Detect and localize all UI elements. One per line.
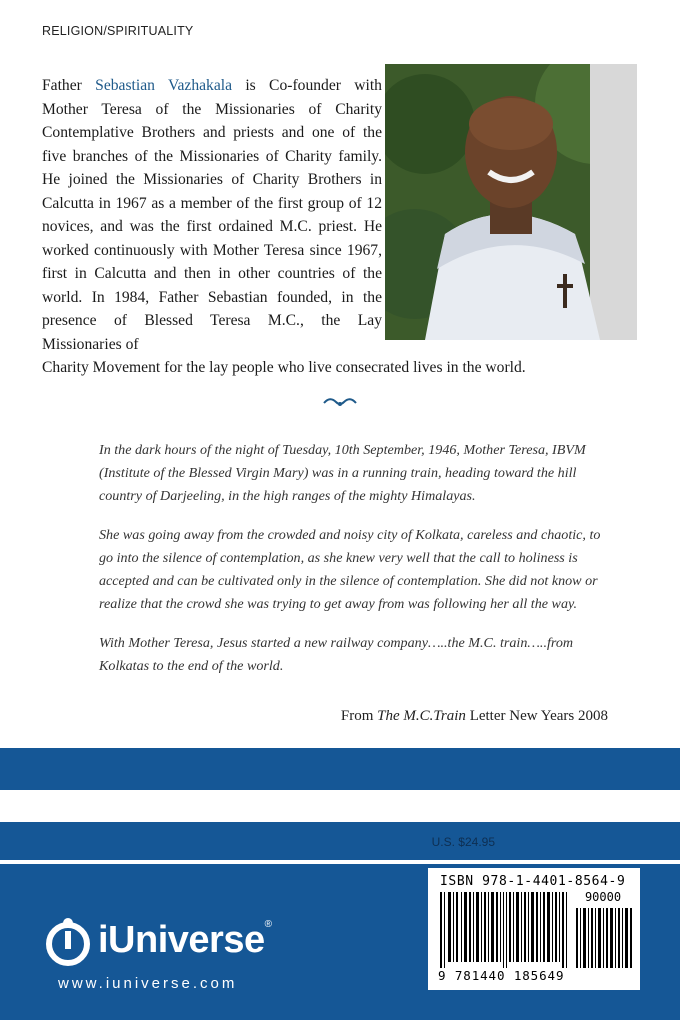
author-bio-wrapped <box>42 74 382 356</box>
excerpt-paragraph: With Mother Teresa, Jesus started a new railway company…..the M.C. train…..from Kolkatas to the end of the world. <box>99 635 574 674</box>
isbn-number: ISBN 978-1-4401-8564-9 <box>440 874 626 889</box>
iuniverse-mark-icon <box>44 914 92 966</box>
publisher-name <box>98 919 271 962</box>
book-excerpt <box>99 439 605 694</box>
attribution-title: The M.C.Train <box>377 708 466 724</box>
excerpt-paragraph: She was going away from the crowded and noisy city of Kolkata, careless and chaotic, to go into the silence of contemplation, as she knew very well that the call to holiness is accepted and can be cultivated only in the silence of contemplation. She did not know or realize that the crowd she was trying to get away from was following her all the way. <box>99 527 601 612</box>
barcode-digits: 9 781440 185649 <box>438 968 565 983</box>
barcode-addon: 90000 <box>584 890 622 904</box>
publisher-website: www.iuniverse.com <box>58 975 238 992</box>
attribution-suffix: Letter New Years 2008 <box>465 708 608 724</box>
attribution-prefix: From <box>340 708 378 724</box>
bio-last-line: Charity Movement for the lay people who live consecrated lives in the world. <box>42 359 526 376</box>
isbn-barcode <box>428 868 640 990</box>
excerpt-attribution <box>341 708 608 725</box>
excerpt-paragraph: In the dark hours of the night of Tuesday, 10th September, 1946, Mother Teresa, IBVM (Institute of the Blessed Virgin Mary) was in a running train, heading toward the hill country of Darjeeling, in the high ranges of the mighty Himalayas. <box>99 442 586 504</box>
author-bio <box>42 74 638 380</box>
publisher-name-text: iUniverse <box>98 918 265 961</box>
bio-intro: Father <box>42 77 96 94</box>
author-name: Sebastian Vazhakala <box>95 77 233 94</box>
bio-body: is Co-founder with Mother Teresa of the Missionaries of Charity Contemplative Brothers and priests and one of the five branches of the Missionaries of Charity family. He joined the Missionaries of Charity Brothers in Calcutta in 1967 as a member of the first group of 12 novices, and was the first ordained M.C. priest. He worked continuously with Mother Teresa since 1967, first in Calcutta and then in other countries of the world. In 1984, Father Sebastian founded, in the presence of Blessed Teresa M.C., the Lay Missionaries of <box>42 77 382 353</box>
publisher-logo <box>44 912 271 968</box>
blue-band-top <box>0 748 680 790</box>
price-label: U.S. $24.95 <box>431 835 495 849</box>
ornament-divider-icon <box>322 394 358 410</box>
blue-band-middle <box>0 822 680 860</box>
category-label: RELIGION/SPIRITUALITY <box>42 24 194 38</box>
registered-mark: ® <box>264 918 272 930</box>
